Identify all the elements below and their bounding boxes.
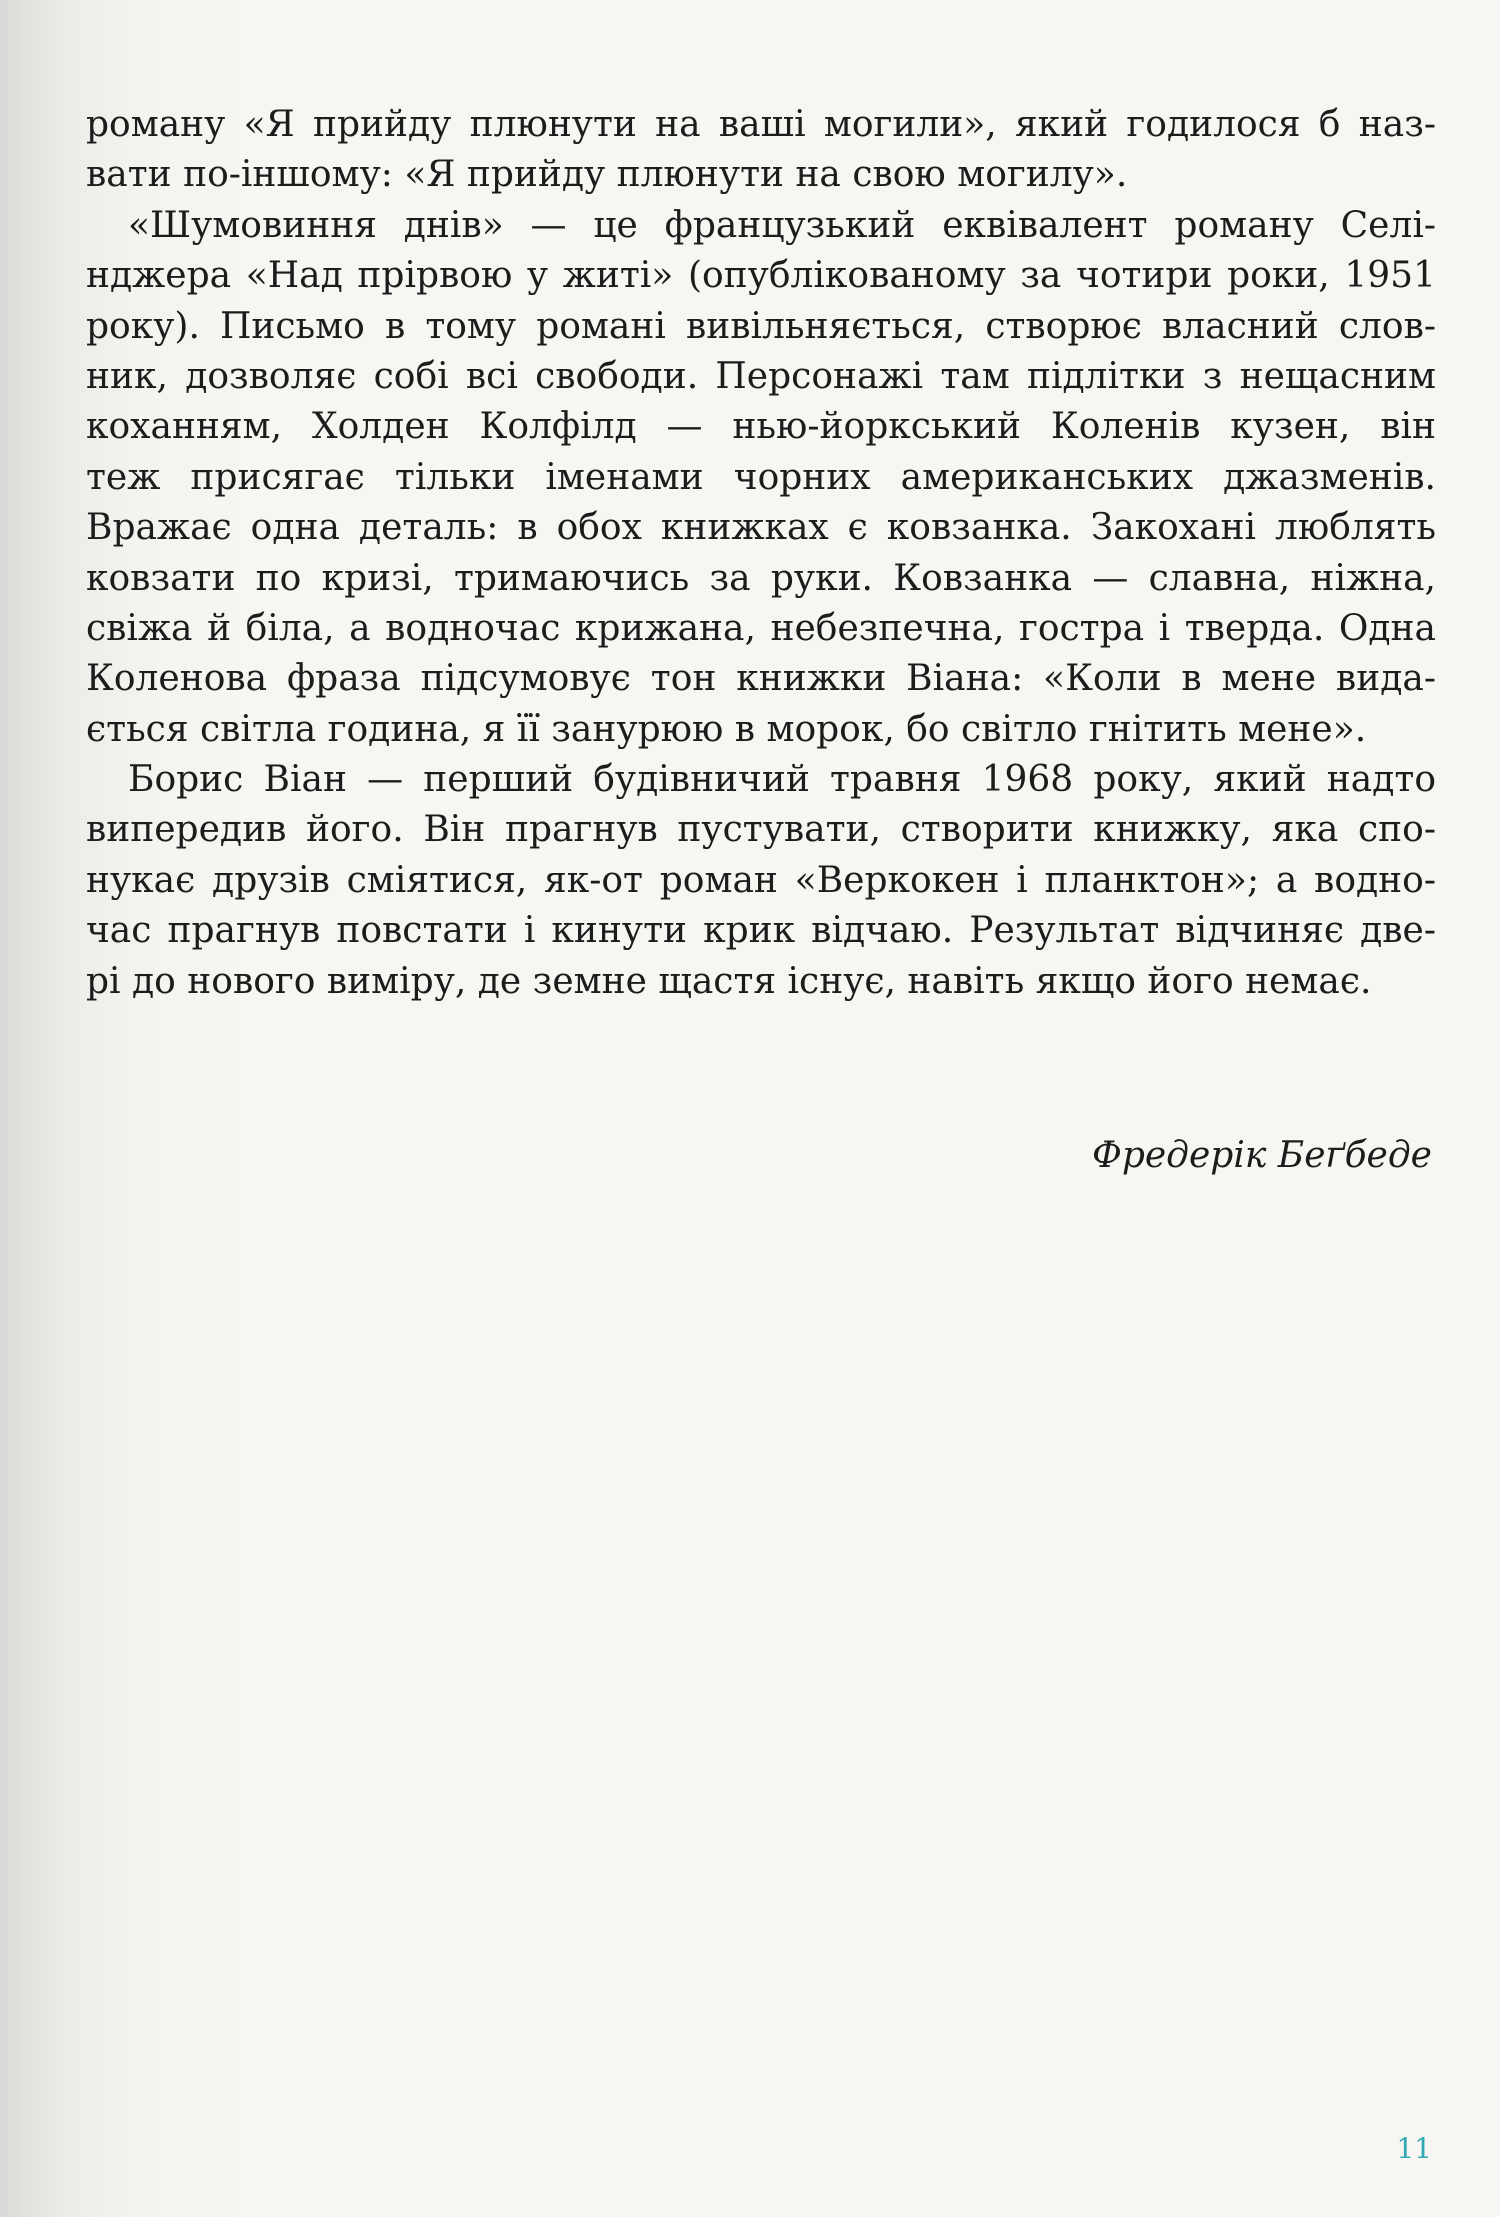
text-line: теж присягає тільки іменами чорних американських джазменів. — [86, 456, 1436, 498]
text-line: «Шумовиння днів» — це французький еквівалент роману Селі- — [128, 204, 1436, 246]
text-line: свіжа й біла, а водночас крижана, небезпечна, гостра і тверда. Одна — [86, 607, 1436, 649]
text-line: Борис Віан — перший будівничий травня 1968 року, який надто — [128, 759, 1436, 801]
text-line: роману «Я прийду плюнути на ваші могили», який годилося б наз- — [86, 104, 1436, 145]
author-signature: Фредерік Беґбеде — [1091, 1135, 1432, 1176]
body-text — [86, 100, 1436, 1007]
paragraph — [86, 755, 1436, 1007]
paragraph — [86, 201, 1436, 755]
text-line: ник, дозволяє собі всі свободи. Персонажі там підлітки з нещасним — [86, 355, 1436, 397]
text-line: нджера «Над прірвою у житі» (опублікованому за чотири роки, 1951 — [86, 255, 1436, 297]
text-line: ється світла година, я її занурюю в морок, бо світло гнітить мене». — [86, 708, 1367, 750]
text-line: року). Письмо в тому романі вивільняється, створює власний слов- — [86, 305, 1436, 347]
text-line: Вражає одна деталь: в обох книжках є ковзанка. Закохані люблять — [86, 507, 1436, 549]
text-line: Коленова фраза підсумовує тон книжки Віана: «Коли в мене вида- — [86, 658, 1436, 700]
text-line: коханням, Холден Колфілд — нью-йоркський Коленів кузен, він — [86, 406, 1436, 448]
paragraph — [86, 100, 1436, 201]
text-line: рі до нового виміру, де земне щастя існує, навіть якщо його немає. — [86, 960, 1372, 1002]
text-line: ковзати по кризі, тримаючись за руки. Ковзанка — славна, ніжна, — [86, 557, 1436, 599]
text-line: нукає друзів сміятися, як-от роман «Веркокен і планктон»; а водно- — [86, 859, 1436, 901]
text-line: випередив його. Він прагнув пустувати, створити книжку, яка спо- — [86, 809, 1436, 851]
page-number: 11 — [1396, 2132, 1432, 2165]
text-line: вати по-іншому: «Я прийду плюнути на свою могилу». — [86, 154, 1128, 196]
text-line: час прагнув повстати і кинути крик відчаю. Результат відчиняє две- — [86, 910, 1436, 952]
